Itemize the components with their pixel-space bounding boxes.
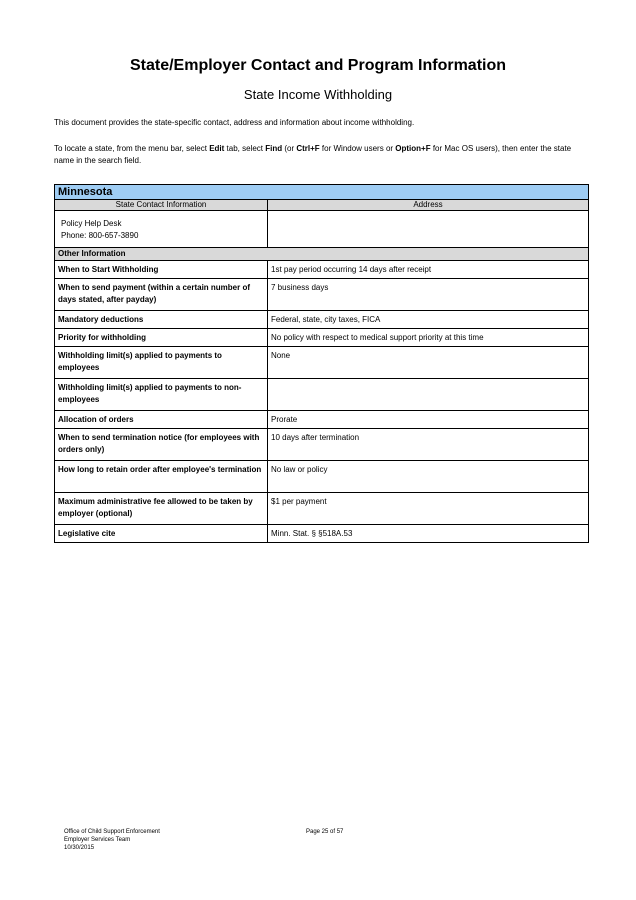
page-number: Page 25 of 57 bbox=[306, 829, 344, 835]
row-label: Mandatory deductions bbox=[55, 311, 268, 329]
row-label: Legislative cite bbox=[55, 525, 268, 543]
footer-office: Office of Child Support Enforcement bbox=[64, 829, 160, 835]
col-header-contact: State Contact Information bbox=[55, 200, 268, 211]
row-value: 1st pay period occurring 14 days after receipt bbox=[268, 261, 589, 279]
row-label: When to send payment (within a certain number of days stated, after payday) bbox=[55, 279, 268, 311]
state-name: Minnesota bbox=[55, 185, 589, 200]
other-info-header: Other Information bbox=[55, 248, 589, 261]
row-label: Withholding limit(s) applied to payments to employees bbox=[55, 347, 268, 379]
row-label: How long to retain order after employee's termination bbox=[55, 461, 268, 493]
row-label: When to Start Withholding bbox=[55, 261, 268, 279]
row-label: When to send termination notice (for employees with orders only) bbox=[55, 429, 268, 461]
contact-cell bbox=[55, 211, 268, 248]
column-header-row bbox=[55, 200, 589, 211]
row-value: Prorate bbox=[268, 411, 589, 429]
table-row bbox=[55, 261, 589, 279]
other-info-header-row bbox=[55, 248, 589, 261]
page-subtitle: State Income Withholding bbox=[243, 87, 393, 102]
instructions-paragraph: To locate a state, from the menu bar, select Edit tab, select Find (or Ctrl+F for Window users or Option+F for Mac OS users), then enter the state name in the search field. bbox=[54, 144, 572, 165]
row-value bbox=[268, 379, 589, 411]
table-row bbox=[55, 329, 589, 347]
table-row bbox=[55, 379, 589, 411]
row-label: Allocation of orders bbox=[55, 411, 268, 429]
contact-phone: Phone: 800-657-3890 bbox=[61, 231, 139, 240]
table-row bbox=[55, 411, 589, 429]
row-value: Minn. Stat. § §518A.53 bbox=[268, 525, 589, 543]
row-value: 7 business days bbox=[268, 279, 589, 311]
col-header-address: Address bbox=[268, 200, 589, 211]
contact-row bbox=[55, 211, 589, 248]
row-value: No law or policy bbox=[268, 461, 589, 493]
table-row bbox=[55, 429, 589, 461]
table-row bbox=[55, 311, 589, 329]
row-value: 10 days after termination bbox=[268, 429, 589, 461]
footer-date: 10/30/2015 bbox=[64, 845, 95, 851]
row-label: Priority for withholding bbox=[55, 329, 268, 347]
row-label: Withholding limit(s) applied to payments to non-employees bbox=[55, 379, 268, 411]
state-header-row bbox=[55, 185, 589, 200]
footer-team: Employer Services Team bbox=[64, 837, 131, 843]
table-row bbox=[55, 347, 589, 379]
intro-paragraph: This document provides the state-specific contact, address and information about income withholding. bbox=[54, 118, 415, 127]
footer-org bbox=[64, 828, 160, 852]
state-info-table bbox=[54, 184, 589, 543]
address-cell bbox=[268, 211, 589, 248]
row-value: $1 per payment bbox=[268, 493, 589, 525]
page-title: State/Employer Contact and Program Information bbox=[129, 57, 507, 74]
table-row bbox=[55, 525, 589, 543]
row-value: None bbox=[268, 347, 589, 379]
row-value: No policy with respect to medical support priority at this time bbox=[268, 329, 589, 347]
table-row bbox=[55, 461, 589, 493]
row-label: Maximum administrative fee allowed to be taken by employer (optional) bbox=[55, 493, 268, 525]
table-row bbox=[55, 279, 589, 311]
row-value: Federal, state, city taxes, FICA bbox=[268, 311, 589, 329]
contact-name: Policy Help Desk bbox=[61, 219, 122, 228]
table-row bbox=[55, 493, 589, 525]
